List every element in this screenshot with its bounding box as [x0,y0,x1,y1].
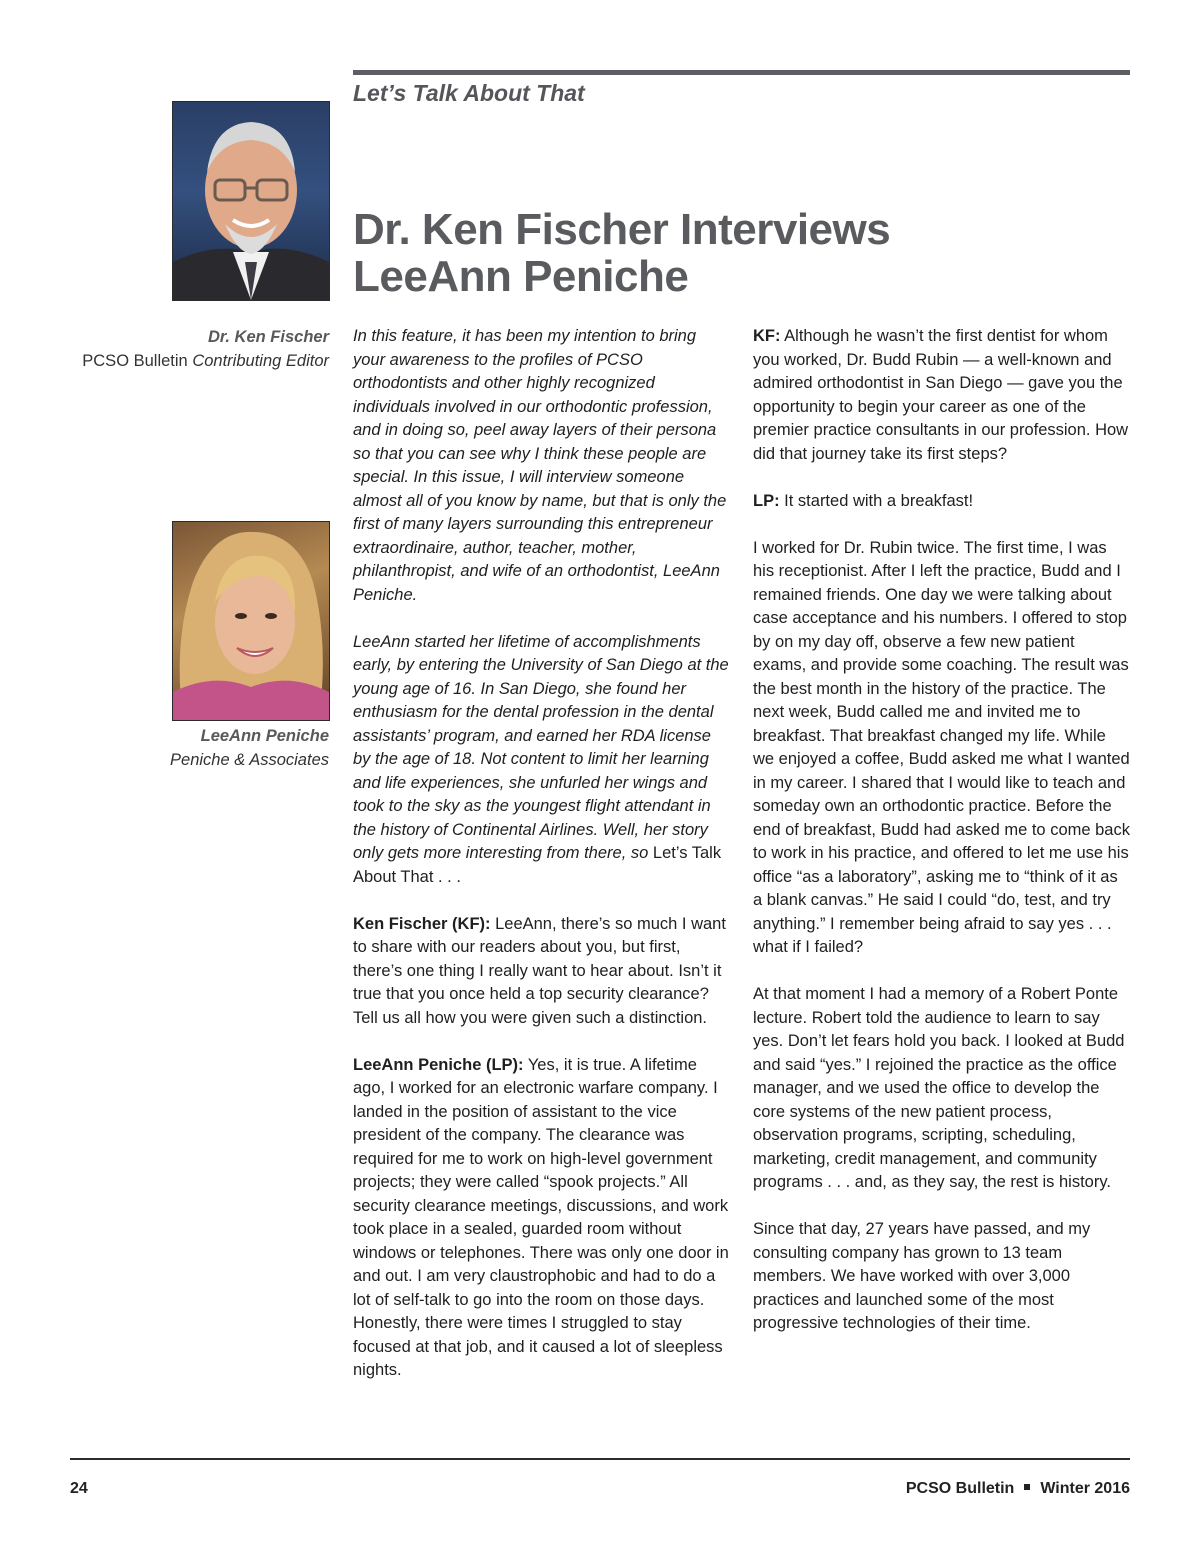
kf-question-2 [753,325,1131,466]
kf-question-1-text: LeeAnn, there’s so much I want to share with our readers about you, but first, there’s one thing I really want to hear about. Isn’t it true that you once held a top security clearance? Tell us all how you were given such a distinction. [353,914,726,1027]
ken-fischer-role [82,349,329,373]
lp-answer-paragraph-3: I worked for Dr. Rubin twice. The first time, I was his receptionist. After I left the practice, Budd and I remained friends. One day we were talking about case acceptance and his numbers. I offered to stop by on my day off, observe a few new patient exams, and provide some coaching. The result was the best month in the history of the practice. The next week, Budd called me and invited me to breakfast. That breakfast changed my life. While we enjoyed a coffee, Budd asked me what I wanted in my career. I shared that I would like to teach and someday own an orthodontic practice. Before the end of breakfast, Budd had asked me to come back to work in his practice, and offered to let me use his office “as a laboratory”, asking me to “think of it as a blank canvas.” He said I could “do, test, and try anything.” I remember being afraid to say yes . . . what if I failed? [753,538,1130,956]
kf-question-2-text: Although he wasn’t the first dentist for whom you worked, Dr. Budd Rubin — a well-known and admired orthodontist in San Diego — gave you the opportunity to begin your career as one of the premier practice consultants in our profession. How did that journey take its first steps? [753,327,1129,463]
lp-speaker-label-2: LP: [753,491,780,510]
article-title [353,206,890,300]
lp-answer-2-text: It started with a breakfast! [779,491,974,510]
leeann-peniche-photo [172,521,330,721]
ken-fischer-role-prefix: PCSO [82,352,130,370]
publication-name: PCSO Bulletin [905,1480,1015,1497]
lp-answer-paragraph-4: At that moment I had a memory of a Robert Ponte lecture. Robert told the audience to learn to say yes. Don’t let fears hold you back. I looked at Budd and said “yes.” I rejoined the practice as the office manager, and we used the office to develop the core systems of the new patient process, observation programs, scripting, scheduling, marketing, credit management, and community programs . . . and, as they say, the rest is history. [753,985,1125,1191]
page-number: 24 [70,1480,88,1497]
ken-fischer-role-mid: Bulletin [129,352,193,370]
leeann-peniche-portrait-icon [173,522,329,720]
footer-publication [906,1480,1130,1498]
lp-speaker-label-1: LeeAnn Peniche (LP): [353,1055,524,1074]
lp-answer-1-text: Yes, it is true. A lifetime ago, I worked for an electronic warfare company. I landed in the position of assistant to the vice president of the company. The clearance was required for me to work on high-level government projects; they were called “spook projects.” All security clearance meetings, discussions, and work took place in a sealed, guarded room without windows or telephones. There was only one door in and out. I am very claustrophobic and had to do a lot of self-talk to go into the room on those days. Honestly, there were times I struggled to stay focused at that job, and it caused a lot of sleepless nights. [353,1055,729,1379]
intro-paragraph-2-text: LeeAnn started her lifetime of accomplishments early, by entering the University of San Diego at the young age of 16. In San Diego, she found her enthusiasm for the dental profession in the dental assistants’ program, and earned her RDA license by the age of 18. Not content to limit her learning and life experiences, she unfurled her wings and took to the sky as the youngest flight attendant in the history of Continental Airlines. Well, her story only gets more interesting from there, so [353,632,729,862]
footer-rule [70,1458,1130,1460]
square-bullet-icon [1024,1484,1030,1490]
kf-speaker-label-1: Ken Fischer (KF): [353,914,491,933]
article-column-1 [353,325,731,1406]
kf-question-1 [353,913,731,1031]
leeann-peniche-caption [170,724,329,772]
ken-fischer-caption [82,325,329,373]
leeann-peniche-role: Peniche & Associates [170,751,329,769]
kf-speaker-label-2: KF: [753,327,781,345]
leeann-peniche-name: LeeAnn Peniche [200,727,329,745]
ken-fischer-role-suffix: Contributing Editor [192,352,329,370]
article-column-2 [753,325,1131,1359]
intro-paragraph-2 [353,631,731,890]
intro-paragraph-1: In this feature, it has been my intention to bring your awareness to the profiles of PCSO orthodontists and other highly recognized individuals involved in our orthodontic profession, and in doing so, peel away layers of their persona so that you can see why I think these people are special. In this issue, I will interview someone almost all of you know by name, but that is only the first of many layers surrounding this entrepreneur extraordinaire, author, teacher, mother, philanthropist, and wife of an orthodontist, LeeAnn Peniche. [353,327,727,604]
issue-date: Winter 2016 [1040,1480,1130,1497]
ken-fischer-portrait-icon [173,102,329,300]
intro-paragraph-2-tail: Let’s Talk About That . . . [353,844,722,886]
section-label: Let’s Talk About That [353,80,585,106]
ken-fischer-name: Dr. Ken Fischer [207,328,329,346]
article-title-line-1: Dr. Ken Fischer Interviews [353,205,891,254]
lp-answer-1 [353,1054,731,1383]
article-title-line-2: LeeAnn Peniche [353,252,689,301]
top-rule [353,70,1130,75]
ken-fischer-photo [172,101,330,301]
lp-answer-2 [753,490,1131,514]
lp-answer-paragraph-5: Since that day, 27 years have passed, and my consulting company has grown to 13 team members. We have worked with over 3,000 practices and launched some of the most progressive technologies of their time. [753,1220,1091,1332]
